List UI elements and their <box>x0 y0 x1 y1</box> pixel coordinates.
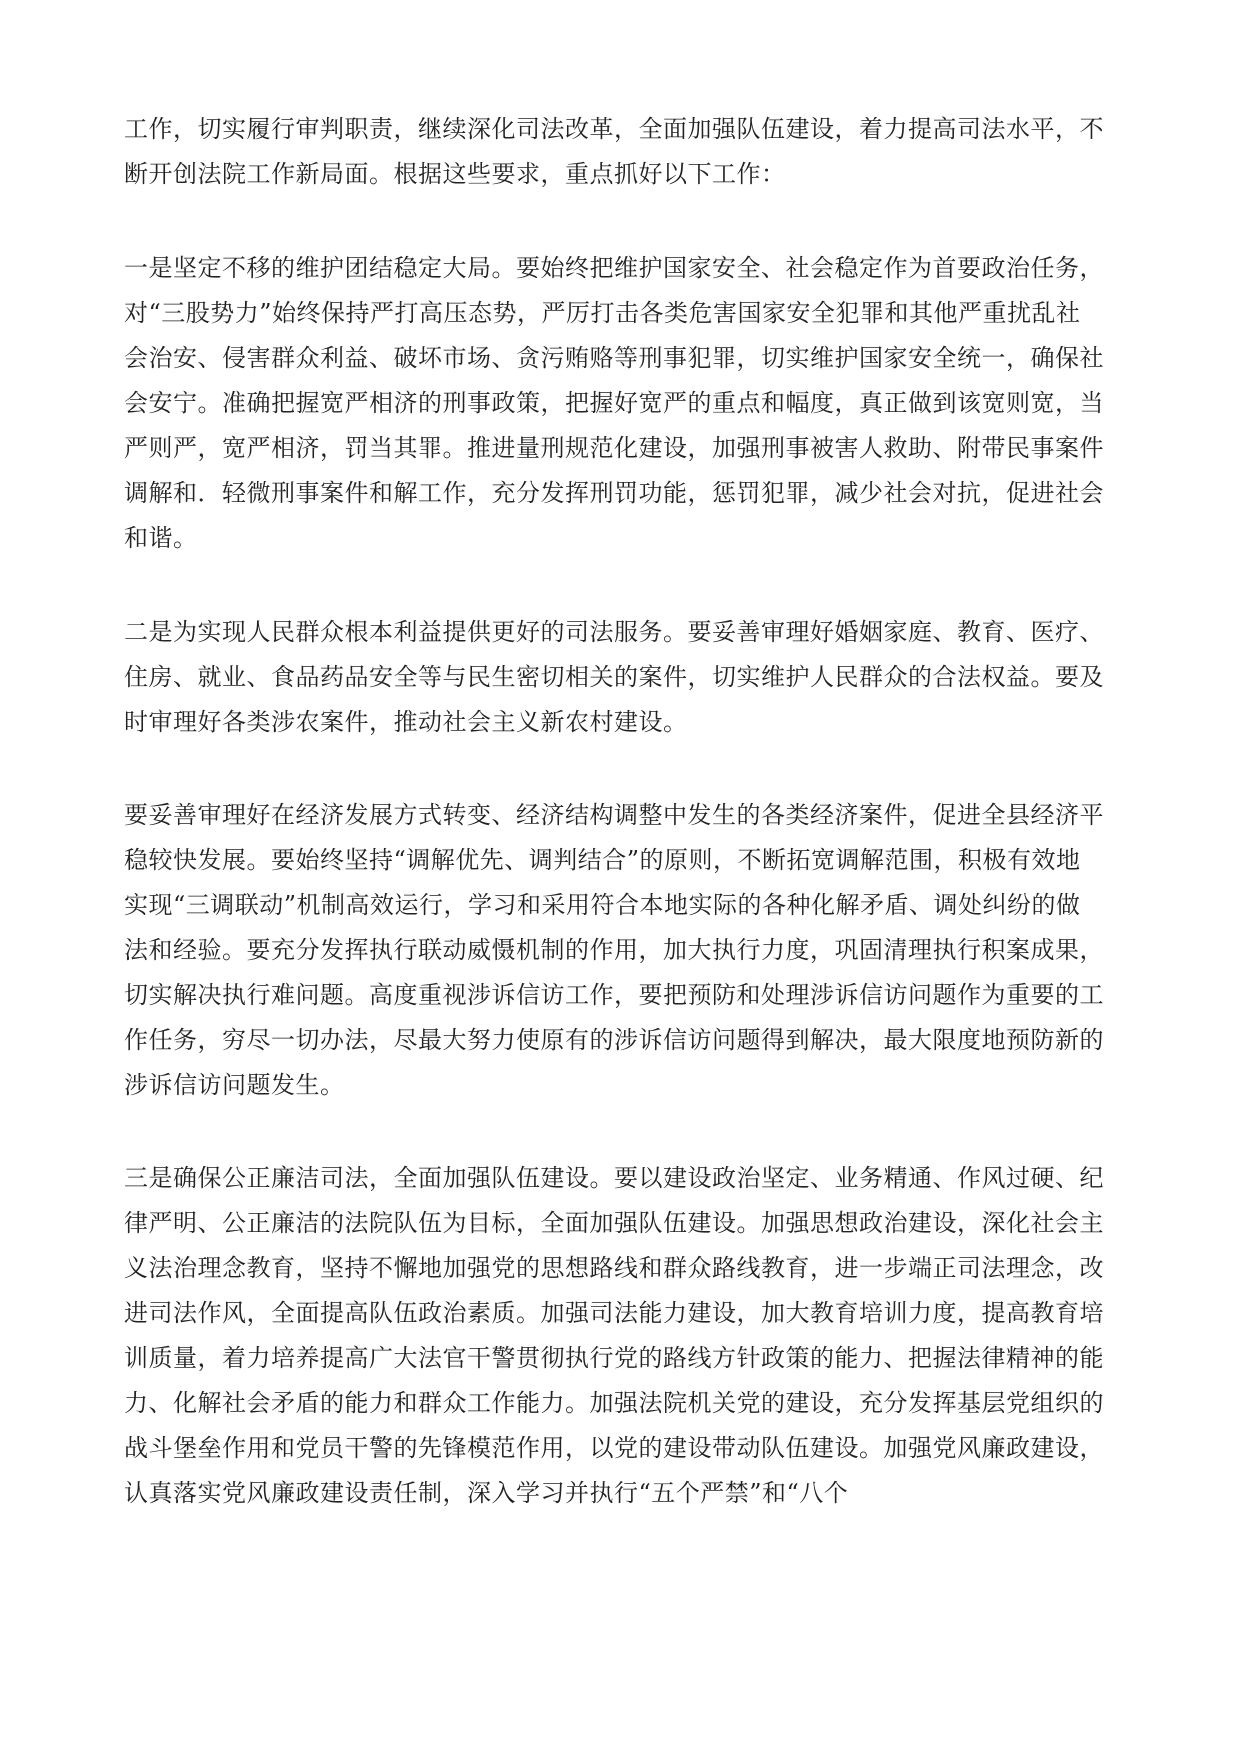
paragraph-2-line-5: 严则严，宽严相济，罚当其罪。推进量刑规范化建设，加强刑事被害人救助、附带民事案件 <box>124 434 1104 462</box>
paragraph-4-line-4: 法和经验。要充分发挥执行联动威慑机制的作用，加大执行力度，巩固清理执行积案成果， <box>124 936 1104 964</box>
paragraph-2-line-1: 一是坚定不移的维护团结稳定大局。要始终把维护国家安全、社会稳定作为首要政治任务， <box>124 254 1104 282</box>
paragraph-4-line-3: 实现“三调联动”机制高效运行，学习和采用符合本地实际的各种化解矛盾、调处纠纷的做 <box>124 891 1081 919</box>
paragraph-3-line-1: 二是为实现人民群众根本利益提供更好的司法服务。要妥善审理好婚姻家庭、教育、医疗、 <box>124 618 1104 646</box>
paragraph-5-line-1: 三是确保公正廉洁司法，全面加强队伍建设。要以建设政治坚定、业务精通、作风过硬、纪 <box>124 1164 1104 1192</box>
paragraph-5-line-4: 进司法作风，全面提高队伍政治素质。加强司法能力建设，加大教育培训力度，提高教育培 <box>124 1299 1104 1327</box>
paragraph-4-line-6: 作任务，穷尽一切办法，尽最大努力使原有的涉诉信访问题得到解决，最大限度地预防新的 <box>124 1026 1104 1054</box>
paragraph-4-line-5: 切实解决执行难问题。高度重视涉诉信访工作，要把预防和处理涉诉信访问题作为重要的工 <box>124 981 1104 1009</box>
paragraph-2-line-2: 对“三股势力”始终保持严打高压态势，严厉打击各类危害国家安全犯罪和其他严重扰乱社 <box>124 299 1081 327</box>
paragraph-4-line-7: 涉诉信访问题发生。 <box>124 1071 345 1099</box>
paragraph-2-line-7: 和谐。 <box>124 524 198 552</box>
paragraph-5-line-7: 战斗堡垒作用和党员干警的先锋模范作用，以党的建设带动队伍建设。加强党风廉政建设， <box>124 1434 1104 1462</box>
paragraph-5-line-5: 训质量，着力培养提高广大法官干警贯彻执行党的路线方针政策的能力、把握法律精神的能 <box>124 1344 1104 1372</box>
paragraph-5-line-3: 义法治理念教育，坚持不懈地加强党的思想路线和群众路线教育，进一步端正司法理念，改 <box>124 1254 1104 1282</box>
paragraph-4-line-2: 稳较快发展。要始终坚持“调解优先、调判结合”的原则，不断拓宽调解范围，积极有效地 <box>124 846 1081 874</box>
paragraph-1-line-1: 工作，切实履行审判职责，继续深化司法改革，全面加强队伍建设，着力提高司法水平，不 <box>124 115 1104 143</box>
paragraph-5-line-2: 律严明、公正廉洁的法院队伍为目标，全面加强队伍建设。加强思想政治建设，深化社会主 <box>124 1209 1104 1237</box>
paragraph-4-line-1: 要妥善审理好在经济发展方式转变、经济结构调整中发生的各类经济案件，促进全县经济平 <box>124 801 1104 829</box>
paragraph-2-line-6: 调解和．轻微刑事案件和解工作，充分发挥刑罚功能，惩罚犯罪，减少社会对抗，促进社会 <box>124 479 1104 507</box>
paragraph-1-line-2: 断开创法院工作新局面。根据这些要求，重点抓好以下工作： <box>124 160 786 188</box>
paragraph-2-line-4: 会安宁。准确把握宽严相济的刑事政策，把握好宽严的重点和幅度，真正做到该宽则宽，当 <box>124 389 1104 417</box>
paragraph-3-line-3: 时审理好各类涉农案件，推动社会主义新农村建设。 <box>124 708 688 736</box>
paragraph-5-line-6: 力、化解社会矛盾的能力和群众工作能力。加强法院机关党的建设，充分发挥基层党组织的 <box>124 1389 1104 1417</box>
paragraph-2-line-3: 会治安、侵害群众利益、破坏市场、贪污贿赂等刑事犯罪，切实维护国家安全统一，确保社 <box>124 344 1104 372</box>
paragraph-5-line-8: 认真落实党风廉政建设责任制，深入学习并执行“五个严禁”和“八个 <box>124 1479 849 1507</box>
paragraph-3-line-2: 住房、就业、食品药品安全等与民生密切相关的案件，切实维护人民群众的合法权益。要及 <box>124 663 1104 691</box>
